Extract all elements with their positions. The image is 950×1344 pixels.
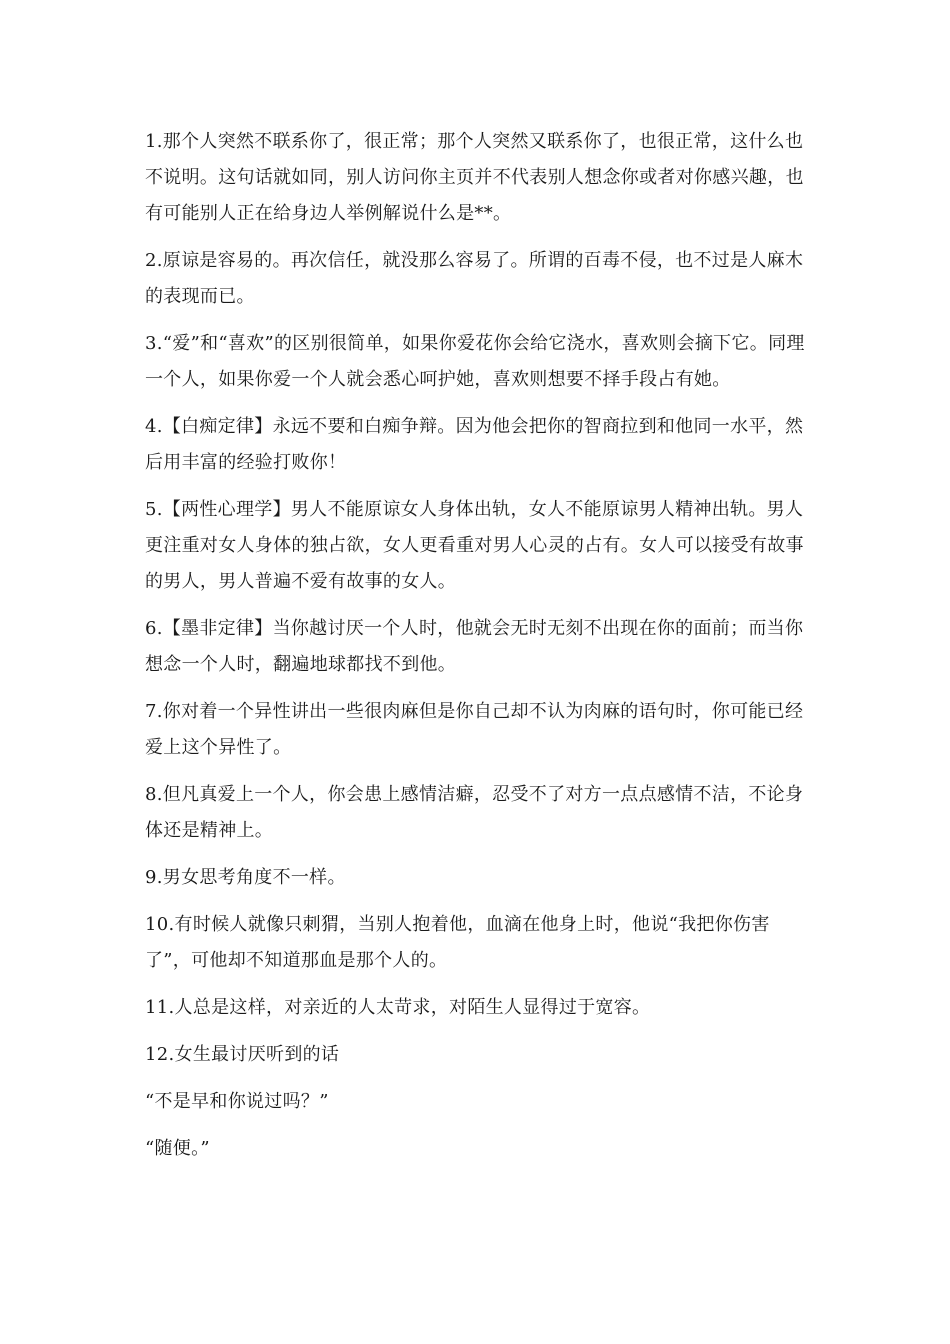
paragraph-4: 4.【白痴定律】永远不要和白痴争辩。因为他会把你的智商拉到和他同一水平，然后用丰富的经验打败你！: [145, 416, 804, 473]
paragraph-3: 3.“爱”和“喜欢”的区别很简单，如果你爱花你会给它浇水，喜欢则会摘下它。同理一个人，如果你爱一个人就会悉心呵护她，喜欢则想要不择手段占有她。: [145, 333, 805, 390]
paragraph-1: 1.那个人突然不联系你了，很正常；那个人突然又联系你了，也很正常，这什么也不说明。这句话就如同，别人访问你主页并不代表别人想念你或者对你感兴趣，也有可能别人正在给身边人举例解说什么是**。: [145, 131, 804, 224]
paragraph-2: 2.原谅是容易的。再次信任，就没那么容易了。所谓的百毒不侵，也不过是人麻木的表现而已。: [145, 250, 804, 307]
paragraph-5: 5.【两性心理学】男人不能原谅女人身体出轨，女人不能原谅男人精神出轨。男人更注重对女人身体的独占欲，女人更看重对男人心灵的占有。女人可以接受有故事的男人，男人普遍不爱有故事的女人。: [145, 499, 804, 592]
paragraph-10: 10.有时候人就像只刺猬，当别人抱着他，血滴在他身上时，他说“我把你伤害了”，可他却不知道那血是那个人的。: [145, 914, 770, 971]
paragraph-9: 9.男女思考角度不一样。: [145, 867, 346, 888]
paragraph-11: 11.人总是这样，对亲近的人太苛求，对陌生人显得过于宽容。: [145, 997, 651, 1018]
paragraph-7: 7.你对着一个异性讲出一些很肉麻但是你自己却不认为肉麻的语句时，你可能已经爱上这个异性了。: [145, 701, 804, 758]
paragraph-6: 6.【墨非定律】当你越讨厌一个人时，他就会无时无刻不出现在你的面前；而当你想念一个人时，翻遍地球都找不到他。: [145, 618, 804, 675]
paragraph-12-heading: 12.女生最讨厌听到的话: [145, 1044, 340, 1065]
paragraph-8: 8.但凡真爱上一个人，你会患上感情洁癖，忍受不了对方一点点感情不洁，不论身体还是精神上。: [145, 784, 804, 841]
document-body: [145, 124, 810, 1178]
quote-line-1: “不是早和你说过吗？”: [145, 1091, 329, 1112]
quote-line-2: “随便。”: [145, 1138, 210, 1159]
